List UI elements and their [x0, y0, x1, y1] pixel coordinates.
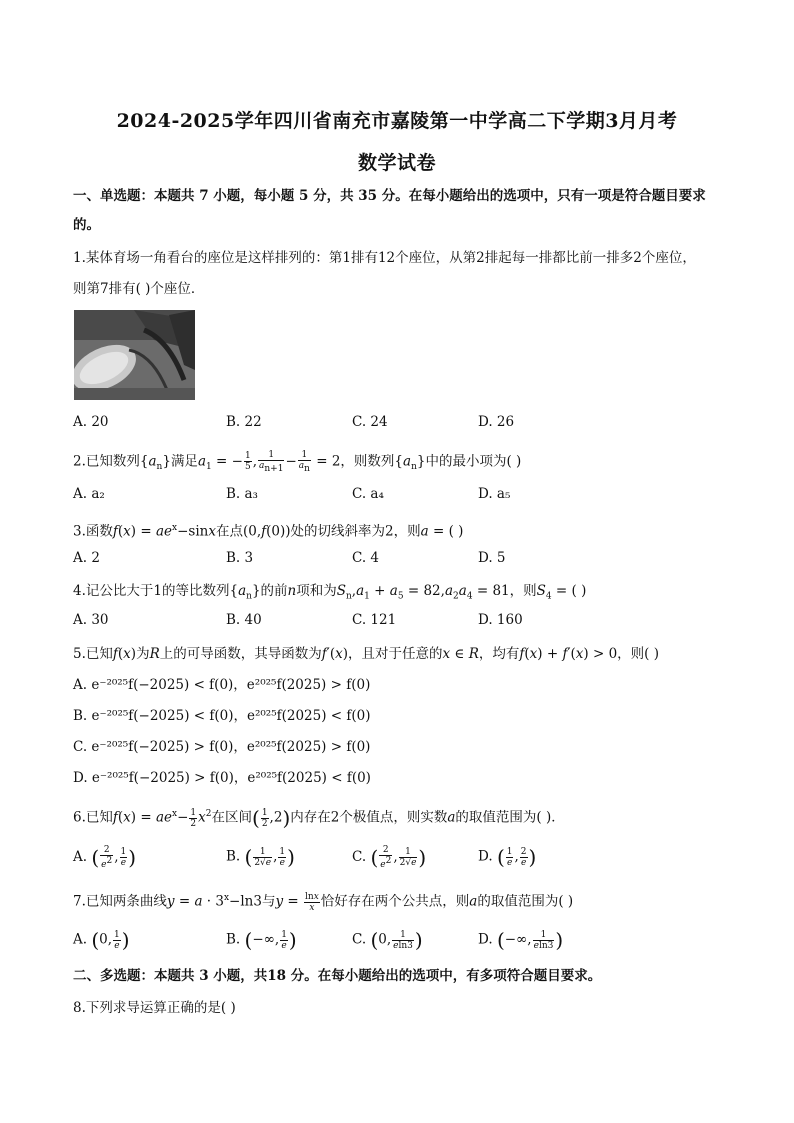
q6-text: 6.已知$f(x) = ae^x-$ $\frac{1}{2}$ $x^2$在区间( $\frac{1}{2}$ ,2)内存在2个极值点，则实数a的取值范围为( )． [73, 806, 565, 830]
q1-text-line2: 则第7排有( )个座位． [73, 281, 205, 297]
q6-options [73, 845, 723, 870]
q3-option-c[interactable]: C. 4 [352, 550, 380, 566]
q4-option-d[interactable]: D. 160 [478, 612, 523, 628]
q1-options [73, 414, 723, 434]
q7-option-b[interactable]: B. (−∞, $\frac{1}{e}$ ) [226, 928, 297, 952]
q1-stadium-photo [74, 310, 195, 400]
q2-text: 2.已知数列$\{a_n\}$满足$a_1$ = − $\frac{1}{5}$ , $\frac{1}{a_{n+1}}$ − $\frac{1}{a_n}$ = 2，则数列$\{a_n\}$中的最小项为( ) [73, 450, 522, 474]
q7-option-a[interactable]: A. (0, $\frac{1}{e}$ ) [73, 928, 130, 952]
q3-option-b[interactable]: B. 3 [226, 550, 254, 566]
q2-option-c[interactable]: C. a₄ [352, 486, 384, 502]
q7-text: 7.已知两条曲线$y = a \cdot 3^x-\ln 3$与y = $\frac{\ln x}{x}$ 恰好存在两个公共点，则a的取值范围为( ) [73, 891, 574, 913]
q7-options [73, 928, 723, 952]
q5-option-a[interactable]: A. e⁻²⁰²⁵f(−2025) < f(0)，e²⁰²⁵f(2025) > f(0) [73, 677, 371, 693]
exam-title: 2024-2025学年四川省南充市嘉陵第一中学高二下学期3月月考 [116, 110, 678, 132]
section1-heading-cont: 的。 [73, 217, 100, 233]
section1-heading: 一、单选题：本题共 7 小题，每小题 5 分，共 35 分。在每小题给出的选项中，只有一项是符合题目要求 [73, 188, 706, 204]
q4-option-a[interactable]: A. 30 [73, 612, 109, 628]
q2-option-a[interactable]: A. a₂ [73, 486, 105, 502]
q7-option-d[interactable]: D. (−∞, $\frac{1}{eln3}$ ) [478, 928, 564, 952]
q4-text: 4.记公比大于1的等比数列$\{a_n\}$的前n项和为$S_n,a_1 + a_5 = 82,a_2a_4 = 81$，则$S_4$ = ( ) [73, 583, 587, 602]
q6-option-b[interactable]: B. ( $\frac{1}{2√e}$ , $\frac{1}{e}$ ) [226, 845, 295, 869]
q3-options [73, 550, 723, 570]
q3-option-a[interactable]: A. 2 [73, 550, 100, 566]
q4-option-c[interactable]: C. 121 [352, 612, 397, 628]
q7-option-c[interactable]: C. (0, $\frac{1}{eln3}$ ) [352, 928, 423, 952]
q1-option-d[interactable]: D. 26 [478, 414, 515, 430]
q3-option-d[interactable]: D. 5 [478, 550, 506, 566]
q5-option-c[interactable]: C. e⁻²⁰²⁵f(−2025) > f(0)，e²⁰²⁵f(2025) > f(0) [73, 739, 371, 755]
q2-option-b[interactable]: B. a₃ [226, 486, 258, 502]
q5-option-b[interactable]: B. e⁻²⁰²⁵f(−2025) < f(0)，e²⁰²⁵f(2025) < f(0) [73, 708, 371, 724]
q1-option-c[interactable]: C. 24 [352, 414, 388, 430]
q5-option-d[interactable]: D. e⁻²⁰²⁵f(−2025) > f(0)，e²⁰²⁵f(2025) < f(0) [73, 770, 371, 786]
q1-option-a[interactable]: A. 20 [73, 414, 109, 430]
q1-text-line1: 1.某体育场一角看台的座位是这样排列的：第1排有12个座位，从第2排起每一排都比前一排多2个座位， [73, 250, 696, 266]
q1-option-b[interactable]: B. 22 [226, 414, 262, 430]
q6-option-a[interactable]: A. ( $\frac{2}{e^2}$ , $\frac{1}{e}$ ) [73, 845, 137, 870]
q6-option-c[interactable]: C. ( $\frac{2}{e^2}$ , $\frac{1}{2√e}$ ) [352, 845, 427, 870]
q6-option-d[interactable]: D. ( $\frac{1}{e}$ , $\frac{2}{e}$ ) [478, 845, 537, 869]
q3-text: 3.函数$f(x) = ae^x-\sin x$在点(0,f(0))处的切线斜率为2，则a = ( ) [73, 523, 464, 540]
q4-option-b[interactable]: B. 40 [226, 612, 262, 628]
q2-options [73, 486, 723, 506]
q4-options [73, 612, 723, 632]
q5-text: 5.已知f(x)为R上的可导函数，其导函数为f′(x)，且对于任意的x ∈ R，均有f(x) + f′(x) > 0，则( ) [73, 646, 659, 662]
section2-heading: 二、多选题：本题共 3 小题，共18 分。在每小题给出的选项中，有多项符合题目要求。 [73, 968, 602, 984]
q8-text: 8.下列求导运算正确的是( ) [73, 1000, 236, 1016]
q2-option-d[interactable]: D. a₅ [478, 486, 511, 502]
exam-subtitle: 数学试卷 [357, 152, 436, 174]
